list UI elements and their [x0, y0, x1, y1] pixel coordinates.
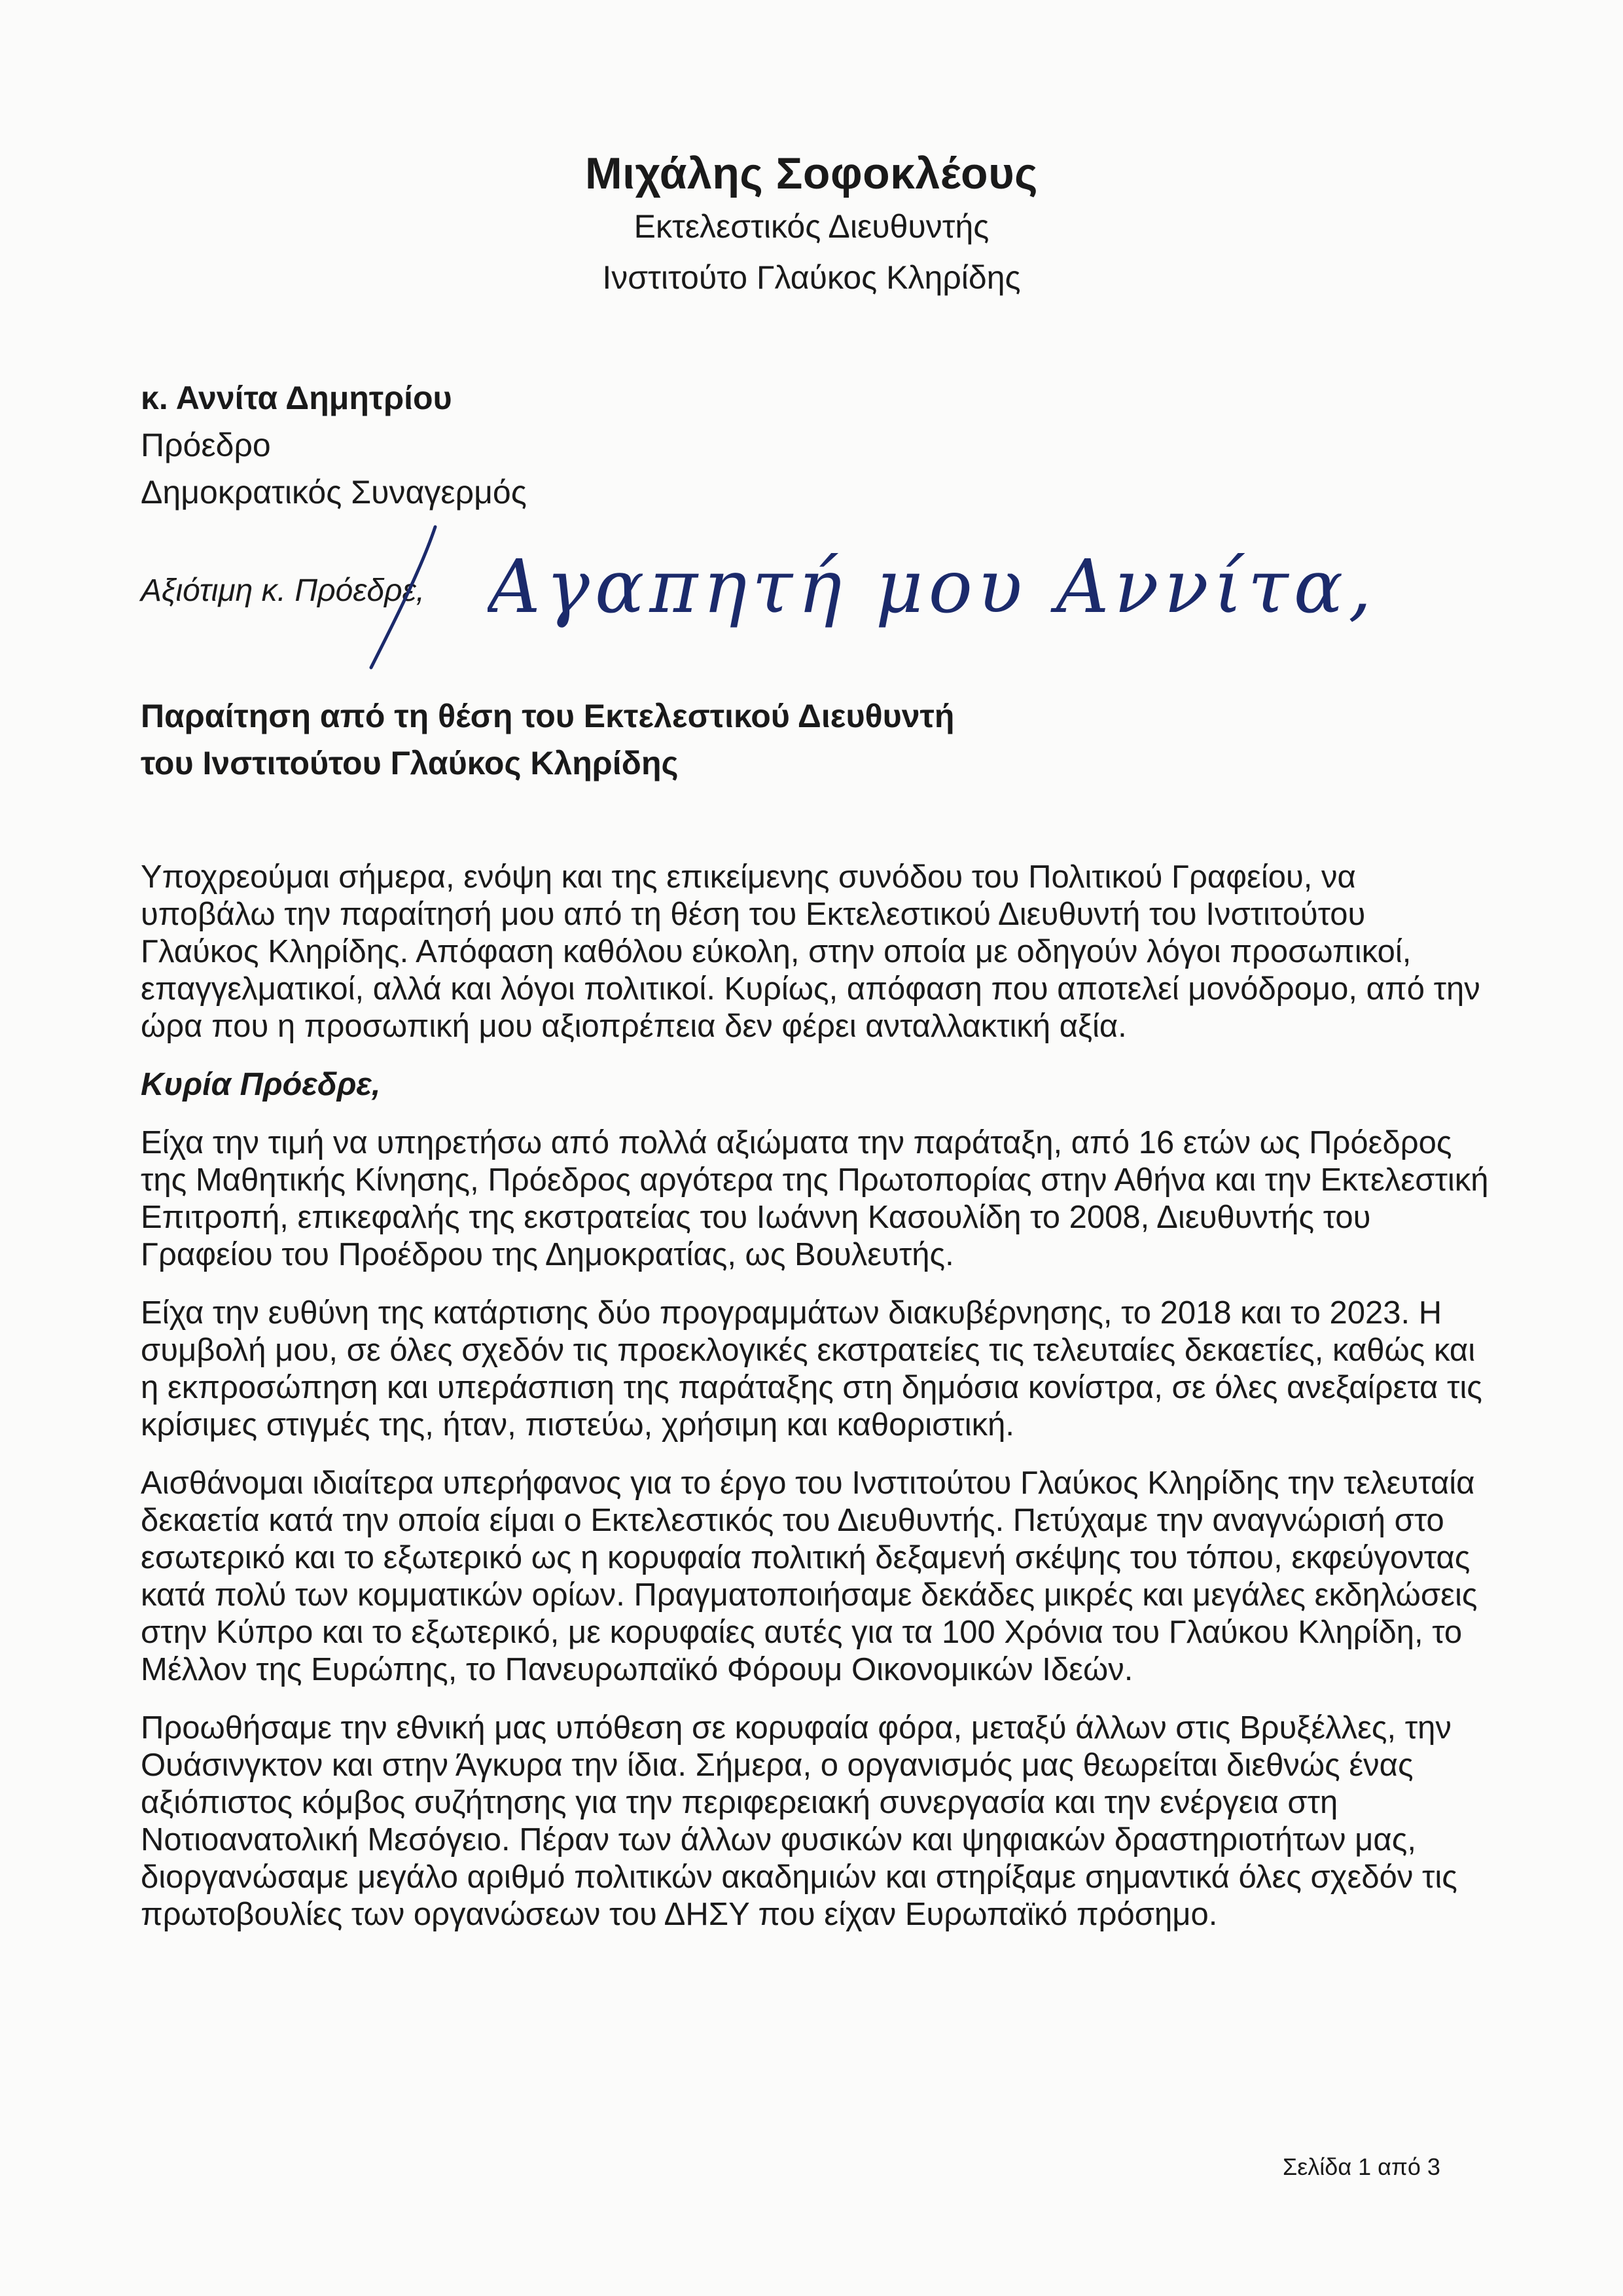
- handwritten-salutation-text: Αγαπητή μου Αννίτα,: [488, 545, 1377, 630]
- page-number: Σελίδα 1 από 3: [1283, 2153, 1440, 2180]
- typed-salutation: Αξιότιμη κ. Πρόεδρε,: [141, 573, 425, 608]
- sender-name: Μιχάλης Σοφοκλέους: [584, 149, 1039, 198]
- body-paragraph-2: Είχα την τιμή να υπηρετήσω από πολλά αξιώματα την παράταξη, από 16 ετών ως Πρόεδρος της Μαθητικής Κίνησης, Πρόεδρος αργότερα της Πρωτοπορίας στην Αθήνα και την Εκτελεστική Επιτροπή, επικεφαλής της εκστρατείας του Ιωάννη Κασουλίδη το 2008, Διευθυντής του Γραφείου του Προέδρου της Δημοκρατίας, ως Βουλευτής.: [141, 1125, 1489, 1272]
- body-paragraph-1: Υποχρεούμαι σήμερα, ενόψη και της επικείμενης συνόδου του Πολιτικού Γραφείου, να υποβάλω την παραίτησή μου από τη θέση του Εκτελεστικού Διευθυντή του Ινστιτούτου Γλαύκος Κληρίδης. Απόφαση καθόλου εύκολη, στην οποία με οδηγούν λόγοι προσωπικοί, επαγγελματικοί, αλλά και λόγοι πολιτικοί. Κυρίως, απόφαση που αποτελεί μονόδρομο, από την ώρα που η προσωπική μου αξιοπρέπεια δεν φέρει ανταλλακτική αξία.: [141, 859, 1480, 1044]
- body-paragraph-3: Είχα την ευθύνη της κατάρτισης δύο προγραμμάτων διακυβέρνησης, το 2018 και το 2023. Η συμβολή μου, σε όλες σχεδόν τις προεκλογικές εκστρατείες τις τελευταίες δεκαετίες, καθώς και η εκπροσώπηση και υπεράσπιση της παράταξης στη δημόσια κονίστρα, σε όλες ανεξαίρετα τις κρίσιμες στιγμές της, ήταν, πιστεύω, χρήσιμη και καθοριστική.: [141, 1295, 1482, 1443]
- sender-organization: Ινστιτούτο Γλαύκος Κληρίδης: [602, 259, 1021, 296]
- recipient-name: κ. Αννίτα Δημητρίου: [141, 380, 452, 416]
- subject-line-2: του Ινστιτούτου Γλαύκος Κληρίδης: [141, 745, 679, 781]
- letter-body: [141, 859, 1489, 1954]
- handwritten-salutation: [488, 540, 1404, 671]
- body-paragraph-4: Αισθάνομαι ιδιαίτερα υπερήφανος για το έργο του Ινστιτούτου Γλαύκος Κληρίδης την τελευταία δεκαετία κατά την οποία είμαι ο Εκτελεστικός του Διευθυντής. Πετύχαμε την αναγνώρισή στο εσωτερικό και το εξωτερικό ως η κορυφαία πολιτική δεξαμενή σκέψης του τόπου, εκφεύγοντας κατά πολύ των κομματικών ορίων. Πραγματοποιήσαμε δεκάδες μικρές και μεγάλες εκδηλώσεις στην Κύπρο και το εξωτερικό, με κορυφαίες αυτές για τα 100 Χρόνια του Γλαύκου Κληρίδη, το Μέλλον της Ευρώπης, το Πανευρωπαϊκό Φόρουμ Οικονομικών Ιδεών.: [141, 1465, 1478, 1687]
- body-paragraph-5: Προωθήσαμε την εθνική μας υπόθεση σε κορυφαία φόρα, μεταξύ άλλων στις Βρυξέλλες, την Ουάσινγκτον και στην Άγκυρα την ίδια. Σήμερα, ο οργανισμός μας θεωρείται διεθνώς ένας αξιόπιστος κόμβος συζήτησης για την περιφερειακή συνεργασία και την ενέργεια στη Νοτιοανατολική Μεσόγειο. Πέραν των άλλων φυσικών και ψηφιακών δραστηριοτήτων μας, διοργανώσαμε μεγάλο αριθμό πολιτικών ακαδημιών και στηρίξαμε σημαντικά όλες σχεδόν τις πρωτοβουλίες των οργανώσεων του ΔΗΣΥ που είχαν Ευρωπαϊκό πρόσημο.: [141, 1710, 1457, 1932]
- sender-title: Εκτελεστικός Διευθυντής: [633, 207, 990, 245]
- sender-block: [0, 147, 1623, 303]
- handwritten-strike-mark: [357, 520, 461, 671]
- body-greeting: Κυρία Πρόεδρε,: [141, 1067, 381, 1102]
- subject-block: [141, 692, 954, 787]
- recipient-organization: Δημοκρατικός Συναγερμός: [141, 474, 527, 511]
- subject-line-1: Παραίτηση από τη θέση του Εκτελεστικού Διευθυντή: [141, 698, 955, 734]
- recipient-block: [141, 374, 527, 516]
- salutation-block: [141, 545, 1377, 664]
- recipient-title: Πρόεδρο: [141, 427, 271, 463]
